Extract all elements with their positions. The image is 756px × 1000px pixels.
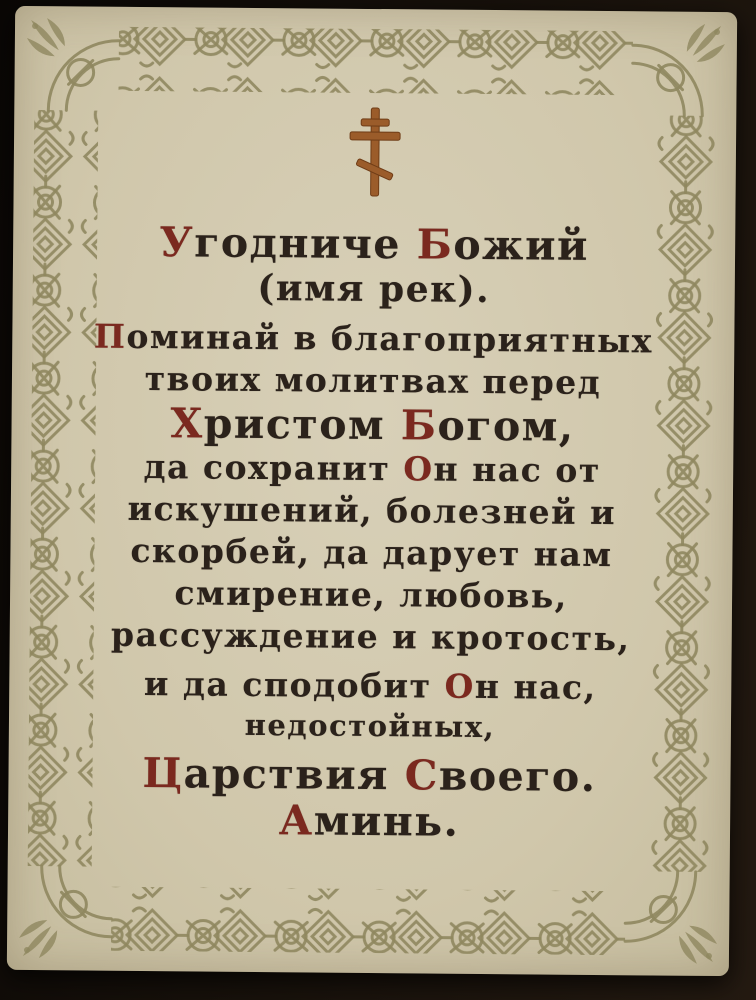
prayer-text-part: твоих молитвах перед xyxy=(144,359,602,402)
prayer-line xyxy=(44,571,698,619)
prayer-line xyxy=(42,795,696,847)
prayer-line xyxy=(45,399,699,451)
red-initial-letter: О xyxy=(444,666,475,706)
red-initial-letter: С xyxy=(404,751,440,800)
prayer-text-part: (имя рек). xyxy=(257,266,491,312)
prayer-text-part: н нас от xyxy=(433,449,601,490)
prayer-line xyxy=(46,357,700,405)
prayer-text xyxy=(42,218,701,847)
prayer-text-part: ожий xyxy=(453,220,590,270)
prayer-line xyxy=(43,662,697,710)
prayer-line xyxy=(45,487,699,535)
prayer-line xyxy=(46,315,700,363)
red-initial-letter: П xyxy=(93,316,127,356)
prayer-text-part: ристом xyxy=(203,399,402,450)
prayer-line xyxy=(44,529,698,577)
prayer-text-part: да сохранит xyxy=(143,447,404,489)
prayer-text-part: годниче xyxy=(193,218,417,269)
prayer-text-part: н нас, xyxy=(474,666,597,707)
prayer-text-part: скорбей, да дарует нам xyxy=(130,530,613,575)
red-initial-letter: Б xyxy=(416,220,454,269)
prayer-line xyxy=(44,613,698,661)
prayer-line xyxy=(43,704,697,748)
prayer-text-part: минь. xyxy=(313,796,460,846)
prayer-text-part: рассуждение и кротость, xyxy=(110,614,631,659)
orthodox-cross-icon xyxy=(14,103,737,205)
red-initial-letter: А xyxy=(278,796,314,845)
prayer-text-part: арствия xyxy=(183,749,405,800)
prayer-line xyxy=(47,218,701,270)
prayer-line xyxy=(45,445,699,493)
prayer-line xyxy=(47,264,701,314)
prayer-text-part: и да сподобит xyxy=(143,664,445,706)
prayer-card xyxy=(7,6,737,976)
prayer-text-part: огом, xyxy=(437,401,575,451)
red-initial-letter: У xyxy=(159,218,195,267)
red-initial-letter: Х xyxy=(170,399,204,448)
prayer-text-part: недостойных, xyxy=(244,707,496,745)
prayer-text-part: искушений, болезней и xyxy=(127,488,617,533)
red-initial-letter: Б xyxy=(400,401,438,450)
prayer-line xyxy=(42,749,696,801)
prayer-text-part: смирение, любовь, xyxy=(174,573,568,616)
red-initial-letter: О xyxy=(403,449,434,489)
red-initial-letter: Ц xyxy=(142,749,184,798)
prayer-text-part: воего. xyxy=(438,751,597,801)
prayer-text-part: оминай в благоприятных xyxy=(126,316,654,361)
